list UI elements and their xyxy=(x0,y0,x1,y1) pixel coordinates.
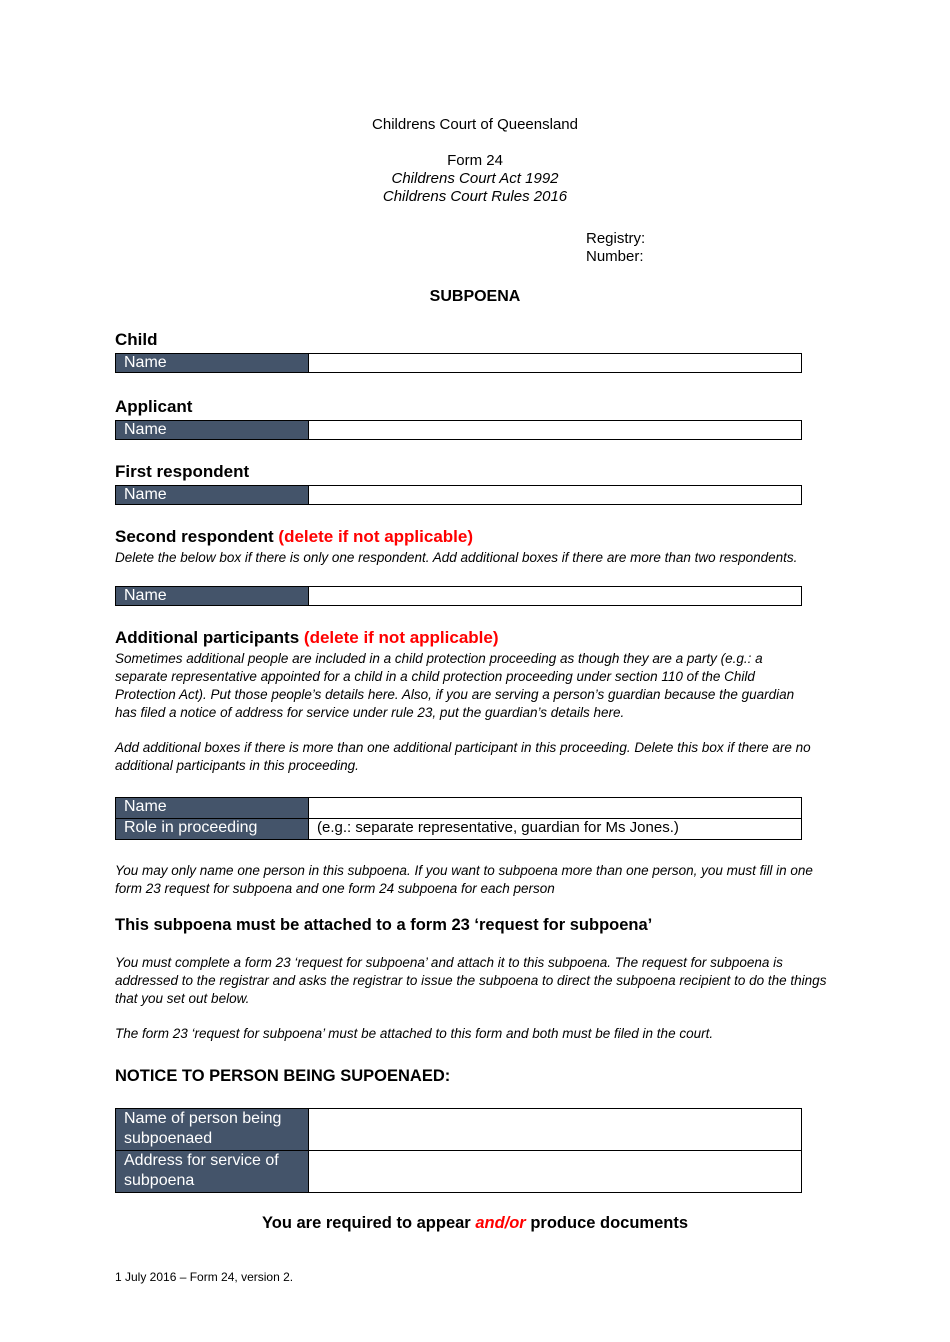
additional-participant-table xyxy=(115,797,802,840)
notice-address-label: Address for service of subpoena xyxy=(116,1151,308,1192)
second-respondent-name-label: Name xyxy=(116,587,308,605)
court-name: Childrens Court of Queensland xyxy=(372,116,578,133)
attach-note-2: The form 23 ‘request for subpoena’ must be attached to this form and both must be filed in the court. xyxy=(115,1026,714,1041)
first-respondent-heading: First respondent xyxy=(115,462,250,481)
first-respondent-name-field xyxy=(115,485,802,505)
child-name-input[interactable] xyxy=(308,354,801,372)
required-part-3: produce documents xyxy=(530,1214,689,1232)
additional-note-2: Add additional boxes if there is more than one additional participant in this proceeding. Delete this box if there are no additional participants in this proceeding. xyxy=(115,740,811,773)
additional-name-row xyxy=(116,798,801,818)
child-name-label: Name xyxy=(116,354,308,372)
notice-name-row xyxy=(116,1109,801,1150)
second-respondent-name-input[interactable] xyxy=(308,587,801,605)
child-heading: Child xyxy=(115,330,158,349)
notice-address-row xyxy=(116,1150,801,1192)
form-number: Form 24 xyxy=(447,152,503,169)
notice-address-input[interactable] xyxy=(308,1151,801,1192)
rules-name: Childrens Court Rules 2016 xyxy=(382,188,568,205)
second-respondent-heading xyxy=(115,527,473,547)
first-respondent-name-label: Name xyxy=(116,486,308,504)
required-part-1: You are required to appear xyxy=(261,1214,471,1232)
additional-title: Additional participants xyxy=(115,628,300,647)
second-respondent-note: Delete the below box if there is only one respondent. Add additional boxes if there are more than two respondents. xyxy=(115,550,798,565)
applicant-name-field xyxy=(115,420,802,440)
notice-heading: NOTICE TO PERSON BEING SUPOENAED: xyxy=(115,1067,451,1085)
act-name: Childrens Court Act 1992 xyxy=(391,170,559,187)
applicant-name-label: Name xyxy=(116,421,308,439)
additional-role-input[interactable]: (e.g.: separate representative, guardian for Ms Jones.) xyxy=(308,819,801,839)
second-respondent-name-field xyxy=(115,586,802,606)
notice-name-input[interactable] xyxy=(308,1109,801,1150)
registry-label: Registry: xyxy=(586,230,646,247)
first-respondent-name-input[interactable] xyxy=(308,486,801,504)
applicant-heading: Applicant xyxy=(115,397,193,416)
attach-heading: This subpoena must be attached to a form 23 ‘request for subpoena’ xyxy=(115,916,653,934)
additional-role-label: Role in proceeding xyxy=(116,819,308,839)
additional-note-1: Sometimes additional people are included in a child protection proceeding as though they are a party (e.g.: a separate representative appointed for a child in a child protection proceeding under section 110 of the Child Protection Act). Put those people’s details here. Also, if you are serving a person’s guardian because the guardian has filed a notice of address for service under rule 23, put the guardian’s details here. xyxy=(115,651,795,720)
required-part-2: and/or xyxy=(475,1214,526,1232)
additional-role-row xyxy=(116,818,801,839)
one-person-note: You may only name one person in this subpoena. If you want to subpoena more than one person, you must fill in one form 23 request for subpoena and one form 24 subpoena for each person xyxy=(115,863,813,896)
second-respondent-flag: (delete if not applicable) xyxy=(278,527,474,546)
page-title: SUBPOENA xyxy=(429,288,521,305)
attach-note-1: You must complete a form 23 ‘request for subpoena’ and attach it to this subpoena. The request for subpoena is addressed to the registrar and asks the registrar to issue the subpoena to direct the subpoena recipient to do the things that you set out below. xyxy=(115,955,827,1006)
required-statement xyxy=(0,1213,950,1233)
second-respondent-title: Second respondent xyxy=(115,527,274,546)
additional-name-label: Name xyxy=(116,798,308,818)
applicant-name-input[interactable] xyxy=(308,421,801,439)
child-name-field xyxy=(115,353,802,373)
number-label: Number: xyxy=(586,248,644,265)
footer-version: 1 July 2016 – Form 24, version 2. xyxy=(115,1270,294,1284)
additional-flag: (delete if not applicable) xyxy=(303,628,499,647)
notice-name-label: Name of person being subpoenaed xyxy=(116,1109,308,1150)
additional-name-input[interactable] xyxy=(308,798,801,818)
additional-heading xyxy=(115,628,499,648)
notice-table xyxy=(115,1108,802,1193)
